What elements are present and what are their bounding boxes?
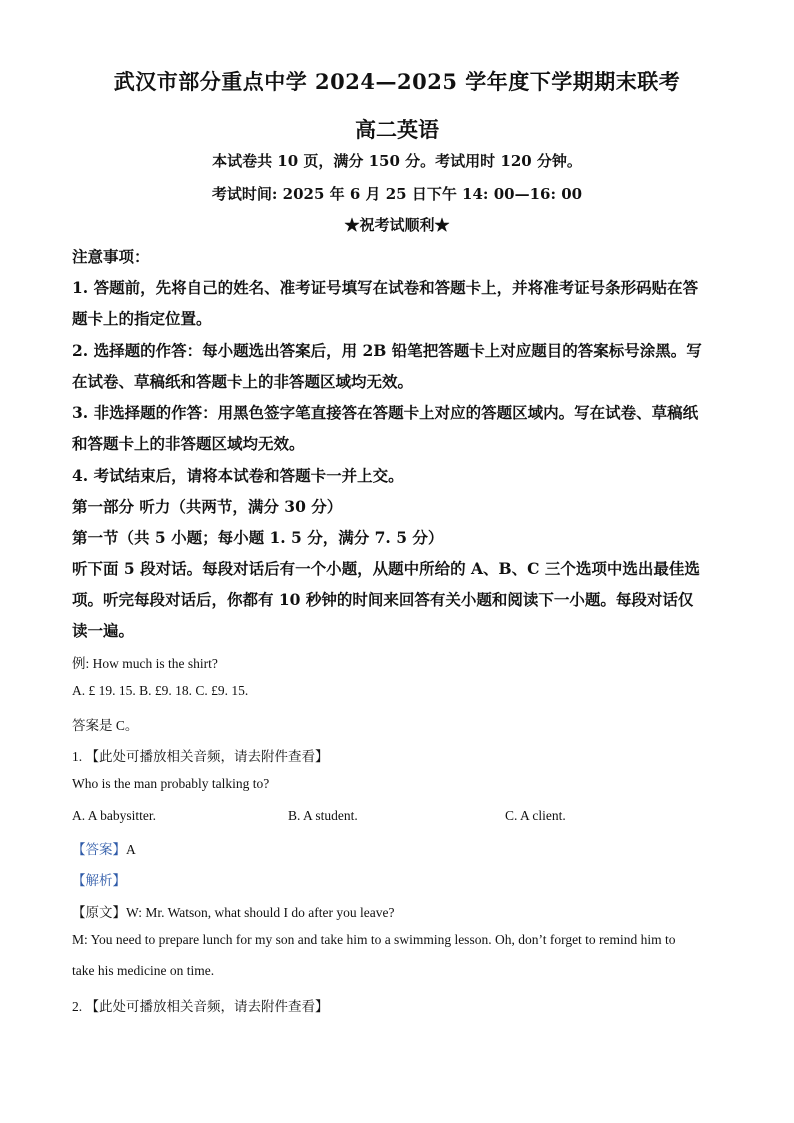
example-answer: 答案是 C。 (72, 718, 139, 733)
transcript-woman-text: W: Mr. Watson, what should I do after you leave? (126, 905, 395, 920)
section-part-heading: 第一部分 听力（共两节，满分 30 分） (72, 497, 343, 516)
analysis-tag: 【解析】 (72, 873, 126, 888)
transcript-man-line: M: You need to prepare lunch for my son and take him to a swimming lesson. Oh, don’t forget to remind him to (72, 932, 676, 947)
notice-line: 3. 非选择题的作答：用黑色签字笔直接答在答题卡上对应的答题区域内。写在试卷、草稿纸 (72, 403, 699, 422)
question-1-text: Who is the man probably talking to? (72, 776, 270, 791)
example-question: 例: How much is the shirt? (72, 656, 218, 671)
notice-heading: 注意事项： (72, 247, 150, 266)
question-1-option-b: B. A student. (288, 808, 358, 823)
notice-line: 题卡上的指定位置。 (72, 309, 212, 328)
notice-line: 1. 答题前，先将自己的姓名、准考证号填写在试卷和答题卡上，并将准考证号条形码贴在答 (72, 278, 699, 297)
notice-line: 2. 选择题的作答：每小题选出答案后，用 2B 铅笔把答题卡上对应题目的答案标号涂黑。写 (72, 341, 702, 360)
question-1-option-c: C. A client. (505, 808, 566, 823)
question-1-answer (72, 838, 136, 858)
notice-line: 4. 考试结束后，请将本试卷和答题卡一并上交。 (72, 466, 404, 485)
section-subsection-heading: 第一节（共 5 小题；每小题 1. 5 分，满分 7. 5 分） (72, 528, 444, 547)
question-1-audio-prompt: 1. 【此处可播放相关音频，请去附件查看】 (72, 749, 329, 764)
transcript-tag: 【原文】 (72, 905, 126, 920)
exam-pages-info: 本试卷共 10 页，满分 150 分。考试用时 120 分钟。 (212, 152, 582, 170)
exam-wish: ★祝考试顺利★ (344, 216, 450, 234)
answer-tag: 【答案】 (72, 842, 126, 857)
transcript-man-line: take his medicine on time. (72, 963, 215, 978)
exam-time: 考试时间: 2025 年 6 月 25 日下午 14: 00—16: 00 (211, 185, 583, 203)
notice-line: 在试卷、草稿纸和答题卡上的非答题区域均无效。 (72, 372, 414, 391)
example-options: A. £ 19. 15. B. £9. 18. C. £9. 15. (72, 683, 249, 698)
question-2-audio-prompt: 2. 【此处可播放相关音频，请去附件查看】 (72, 999, 329, 1014)
exam-title: 武汉市部分重点中学 2024—2025 学年度下学期期末联考 (113, 69, 681, 94)
transcript-woman (72, 901, 394, 921)
section-instruction: 听下面 5 段对话。每段对话后有一个小题，从题中所给的 A、B、C 三个选项中选出最佳选 (72, 559, 700, 578)
section-instruction: 项。听完每段对话后，你都有 10 秒钟的时间来回答有关小题和阅读下一小题。每段对话仅 (72, 590, 694, 609)
question-1-option-a: A. A babysitter. (72, 808, 156, 823)
notice-line: 和答题卡上的非答题区域均无效。 (72, 434, 305, 453)
section-instruction: 读一遍。 (72, 621, 135, 640)
answer-value: A (126, 842, 136, 857)
exam-subject: 高二英语 (355, 117, 439, 142)
